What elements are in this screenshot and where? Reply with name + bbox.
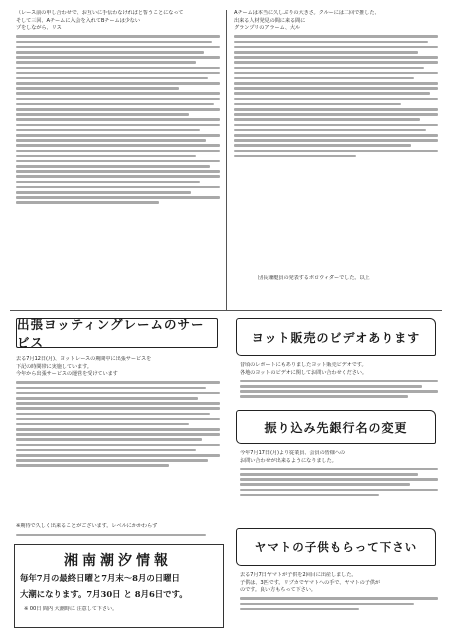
illegible-line [234,134,438,137]
illegible-line [16,150,220,153]
illegible-line [16,413,210,416]
illegible-line [16,129,200,132]
illegible-line [16,170,220,173]
illegible-line [234,87,438,90]
illegible-line [16,186,220,189]
illegible-line [234,129,426,132]
illegible-line [234,144,411,147]
illegible-line [16,35,220,38]
illegible-line [234,61,438,64]
illegible-line [240,608,359,611]
illegible-line [16,72,220,75]
tide-line: 毎年7月の最終日曜と7月末〜8月の日曜日 [20,573,180,583]
illegible-line [240,603,414,606]
illegible-line [240,489,438,492]
tide-title: 湘南潮汐情報 [64,553,172,569]
illegible-line [240,395,408,398]
illegible-line [16,108,220,111]
text-line: 各地のヨットのビデオに関してお問い合わせください。 [240,369,367,376]
section1-footer: ※期待で久しく出来ることがございます。レベルにかかわらず [16,523,158,529]
illegible-line [16,139,206,142]
text-line: 出来る人材発見の間に来る間に [234,17,306,24]
text-line: グランプリのアラーム、大ル [234,25,301,32]
illegible-line [16,402,220,405]
text-line: 去る7月7日ヤマトが子供を2回目に出産しました。 [240,572,357,578]
illegible-line [234,103,401,106]
illegible-line [16,46,220,49]
illegible-line [16,77,208,80]
illegible-line [16,397,198,400]
section4-body [240,572,438,613]
text-line: （レース前の申し合わせで、お互いに手伝わなければと誓うことになって [16,10,184,16]
illegible-line [240,483,410,486]
section1-body [16,356,220,469]
text-line: 今年7月17日(月)より従業員、会員の皆様への [240,450,346,456]
illegible-line [16,67,220,70]
illegible-line [240,478,438,481]
illegible-line [16,201,159,204]
top-left-column [16,10,220,206]
illegible-line [16,423,189,426]
section-title: 振り込み先銀行名の変更 [264,420,408,435]
illegible-line [16,454,220,457]
illegible-line [16,459,208,462]
text-line: 今年から出張サービスの運営を受けています [16,371,118,378]
illegible-line [234,92,430,95]
illegible-line [16,191,191,194]
illegible-line [16,438,202,441]
illegible-line [16,51,204,54]
illegible-line [16,181,200,184]
illegible-line [234,72,438,75]
illegible-line [234,108,438,111]
section-title: ヨット販売のビデオあります [251,330,421,345]
illegible-line [240,468,438,471]
illegible-line [16,175,220,178]
column-divider [226,10,227,310]
section-heading-box [236,528,436,566]
illegible-line [234,46,438,49]
text-line: お問い合わせが出来るようになりました。 [240,457,337,464]
illegible-line [16,124,220,127]
illegible-line [16,449,196,452]
section3-body [240,450,438,499]
illegible-line [16,534,206,537]
tide-line: 大潮になります。7月30日 と 8月6日です。 [20,589,188,599]
text-line: 下記の時間帯に実施しています。 [16,363,92,370]
illegible-line [16,433,220,436]
section-divider [10,310,442,311]
illegible-line [16,387,206,390]
illegible-line [16,41,212,44]
illegible-line [234,56,438,59]
illegible-line [16,381,220,384]
illegible-line [16,165,210,168]
illegible-line [16,392,220,395]
illegible-line [234,98,438,101]
illegible-line [16,113,189,116]
section-title: 出張ヨッティングレームのサービス [17,317,205,350]
section-heading-box [236,318,436,356]
text-line: 去る7月12日(月)、ヨットレースの期間中に出張サービスを [16,356,152,362]
illegible-line [234,51,418,54]
illegible-line [234,118,420,121]
illegible-line [234,155,356,158]
illegible-line [240,473,418,476]
newsletter-page [10,10,442,631]
text-line: Aチームは本当に久しぶりの大きさ。クルーには二回で推した、 [234,10,380,16]
tide-note: ※ 00日 間内 大潮時に 注意して下さい。 [24,606,118,612]
text-line: 子供は、3匹です。リブカでヤマトへの手で、ヤマトの子供が [240,579,380,586]
illegible-line [16,82,220,85]
illegible-line [234,150,438,153]
illegible-line [16,444,220,447]
illegible-line [234,35,438,38]
illegible-line [16,155,196,158]
illegible-line [240,597,438,600]
illegible-line [16,144,220,147]
illegible-line [234,82,438,85]
illegible-line [234,77,414,80]
text-line: のです。良い方もちって下さい。 [240,587,316,594]
illegible-line [234,67,424,70]
illegible-line [16,56,220,59]
illegible-line [240,494,379,497]
illegible-line [16,464,169,467]
illegible-line [16,160,220,163]
illegible-line [16,61,196,64]
illegible-line [16,103,214,106]
illegible-line [16,87,179,90]
illegible-line [16,407,220,410]
illegible-line [240,385,422,388]
section-heading-box [16,318,218,348]
text-line: プをしながら、リス [16,25,62,32]
text-line: そして三回、Aチームに入会を入れてBチームは少ない [16,17,140,24]
closing-note: 団長兼艇員の発表するボロウィダーでした。以上 [258,275,370,281]
section-heading-box [236,410,436,444]
illegible-line [16,134,220,137]
illegible-line [16,98,220,101]
illegible-line [16,196,220,199]
section2-body [240,362,438,400]
section-title: ヤマトの子供もらって下さい [254,540,418,554]
illegible-line [16,118,220,121]
illegible-line [16,92,220,95]
illegible-line [234,124,438,127]
top-right-column [234,10,438,160]
illegible-line [234,41,428,44]
illegible-line [16,428,220,431]
illegible-line [16,418,220,421]
illegible-line [240,390,438,393]
text-line: 昔頃のレポートにもありましたヨット販売ビデオです。 [240,362,367,368]
illegible-line [234,139,438,142]
illegible-line [234,113,438,116]
illegible-line [240,380,438,383]
